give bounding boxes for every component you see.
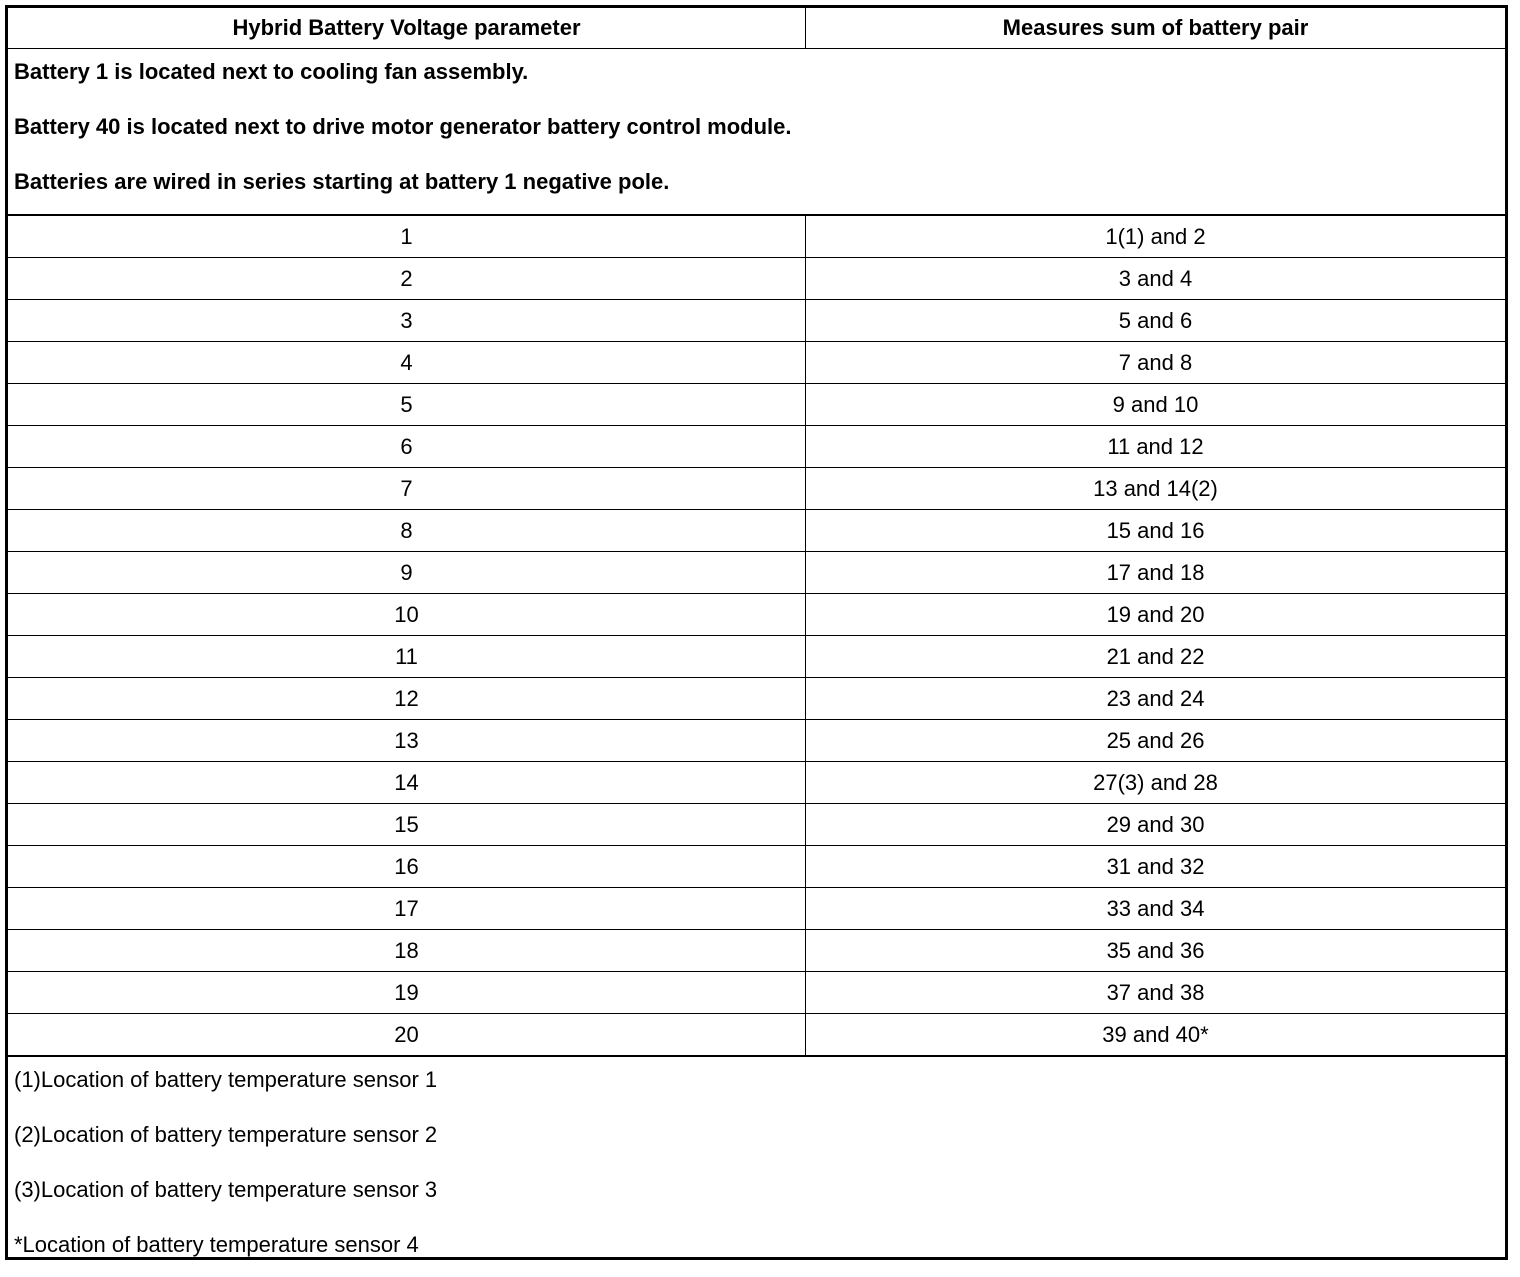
battery-pair-cell: 15 and 16 [806, 510, 1506, 552]
parameter-cell: 18 [8, 930, 806, 972]
parameter-cell: 11 [8, 636, 806, 678]
table-row [8, 426, 1505, 468]
parameter-cell: 16 [8, 846, 806, 888]
battery-voltage-table [8, 8, 1505, 1277]
battery-pair-cell: 33 and 34 [806, 888, 1506, 930]
table-row [8, 972, 1505, 1014]
note-series-wiring: Batteries are wired in series starting at battery 1 negative pole. [14, 169, 670, 194]
parameter-cell: 17 [8, 888, 806, 930]
battery-pair-cell: 27(3) and 28 [806, 762, 1506, 804]
battery-pair-cell: 29 and 30 [806, 804, 1506, 846]
table-row [8, 846, 1505, 888]
footnote-sensor-1: (1)Location of battery temperature sensor 1 [14, 1067, 438, 1092]
footnote-sensor-3: (3)Location of battery temperature sensor 3 [14, 1177, 438, 1202]
table-row [8, 342, 1505, 384]
header-battery-pair: Measures sum of battery pair [806, 8, 1506, 49]
parameter-cell: 2 [8, 258, 806, 300]
battery-pair-cell: 23 and 24 [806, 678, 1506, 720]
notes-row [8, 49, 1505, 216]
battery-pair-cell: 31 and 32 [806, 846, 1506, 888]
table-row [8, 678, 1505, 720]
battery-pair-cell: 39 and 40* [806, 1014, 1506, 1057]
table-row [8, 762, 1505, 804]
table-row [8, 215, 1505, 258]
table-row [8, 888, 1505, 930]
parameter-cell: 10 [8, 594, 806, 636]
battery-pair-cell: 11 and 12 [806, 426, 1506, 468]
table-row [8, 300, 1505, 342]
battery-pair-cell: 17 and 18 [806, 552, 1506, 594]
table-row [8, 930, 1505, 972]
parameter-cell: 9 [8, 552, 806, 594]
table-row [8, 384, 1505, 426]
table-row [8, 510, 1505, 552]
parameter-cell: 19 [8, 972, 806, 1014]
battery-pair-cell: 13 and 14(2) [806, 468, 1506, 510]
parameter-cell: 7 [8, 468, 806, 510]
parameter-cell: 6 [8, 426, 806, 468]
footnote-sensor-2: (2)Location of battery temperature sensor 2 [14, 1122, 438, 1147]
footnotes-cell [8, 1056, 1505, 1277]
battery-voltage-table-frame [5, 5, 1508, 1260]
table-row [8, 258, 1505, 300]
table-row [8, 1014, 1505, 1057]
table-row [8, 594, 1505, 636]
battery-pair-cell: 1(1) and 2 [806, 215, 1506, 258]
battery-pair-cell: 7 and 8 [806, 342, 1506, 384]
parameter-cell: 4 [8, 342, 806, 384]
note-battery-40-location: Battery 40 is located next to drive motor generator battery control module. [14, 114, 792, 139]
parameter-cell: 3 [8, 300, 806, 342]
table-row [8, 468, 1505, 510]
battery-pair-cell: 3 and 4 [806, 258, 1506, 300]
battery-pair-cell: 21 and 22 [806, 636, 1506, 678]
footnote-sensor-4: *Location of battery temperature sensor 4 [14, 1232, 419, 1257]
header-parameter: Hybrid Battery Voltage parameter [8, 8, 806, 49]
parameter-cell: 15 [8, 804, 806, 846]
battery-pair-cell: 37 and 38 [806, 972, 1506, 1014]
header-row [8, 8, 1505, 49]
table-row [8, 720, 1505, 762]
parameter-cell: 8 [8, 510, 806, 552]
parameter-cell: 20 [8, 1014, 806, 1057]
footnotes-row [8, 1056, 1505, 1277]
parameter-cell: 14 [8, 762, 806, 804]
battery-pair-cell: 25 and 26 [806, 720, 1506, 762]
parameter-cell: 13 [8, 720, 806, 762]
battery-pair-cell: 9 and 10 [806, 384, 1506, 426]
table-row [8, 552, 1505, 594]
parameter-cell: 5 [8, 384, 806, 426]
battery-pair-cell: 19 and 20 [806, 594, 1506, 636]
table-row [8, 636, 1505, 678]
parameter-cell: 1 [8, 215, 806, 258]
battery-pair-cell: 35 and 36 [806, 930, 1506, 972]
note-battery-1-location: Battery 1 is located next to cooling fan assembly. [14, 59, 529, 84]
notes-cell [8, 49, 1505, 216]
battery-pair-cell: 5 and 6 [806, 300, 1506, 342]
parameter-cell: 12 [8, 678, 806, 720]
table-row [8, 804, 1505, 846]
